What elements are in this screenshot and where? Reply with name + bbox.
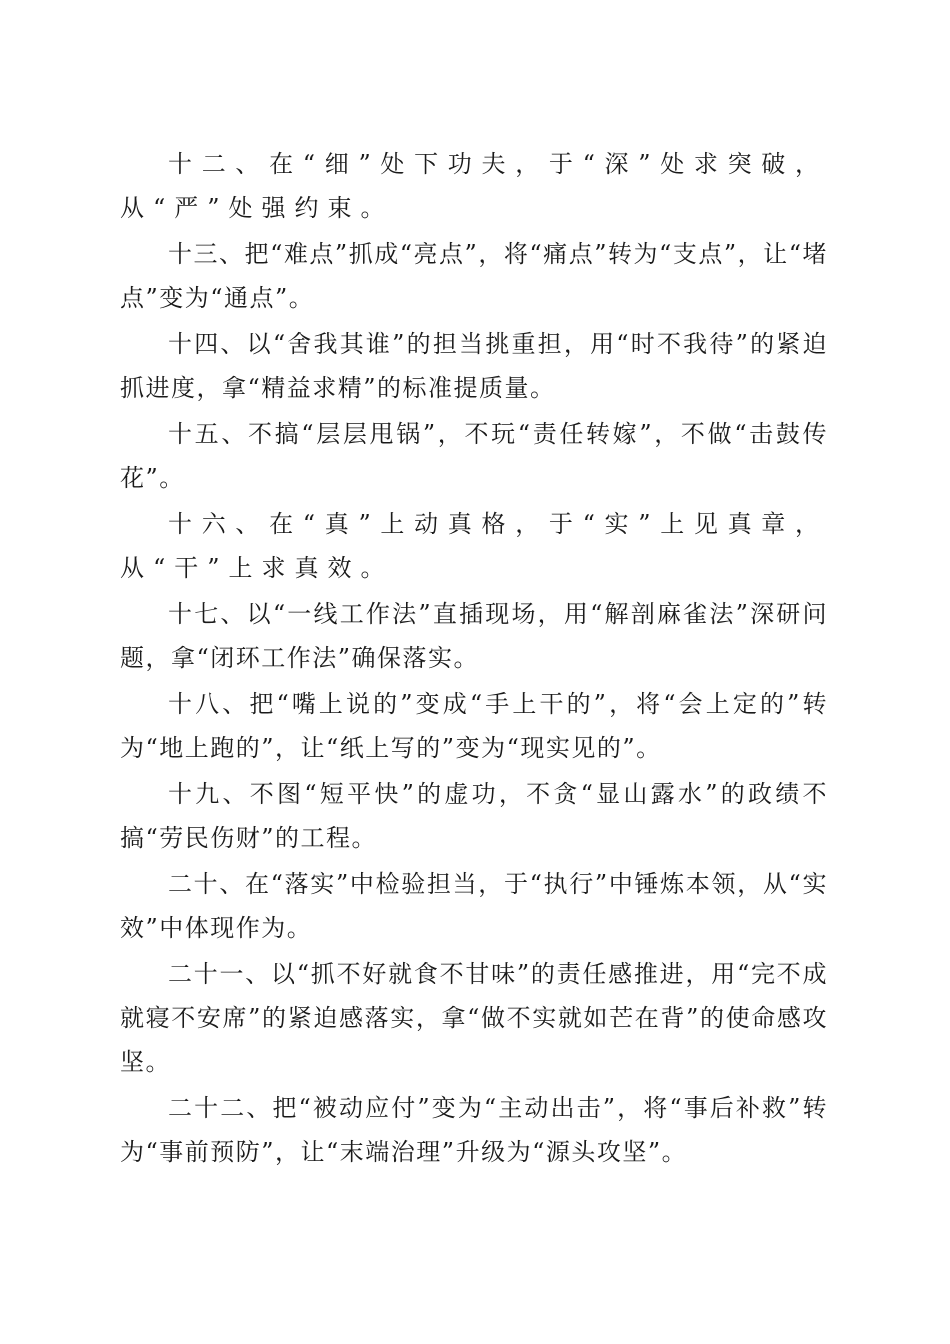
paragraph-20: 二十、在“落实”中检验担当，于“执行”中锤炼本领，从“实效”中体现作为。 [120, 870, 828, 942]
paragraph-21: 二十一、以“抓不好就食不甘味”的责任感推进，用“完不成就寝不安席”的紧迫感落实，拿“做不实就如芒在背”的使命感攻坚。 [120, 960, 828, 1076]
paragraph-16: 十六、在“真”上动真格，于“实”上见真章，从“干”上求真效。 [120, 510, 828, 582]
paragraph-15: 十五、不搞“层层甩锅”，不玩“责任转嫁”，不做“击鼓传花”。 [120, 420, 828, 492]
paragraph-13: 十三、把“难点”抓成“亮点”，将“痛点”转为“支点”，让“堵点”变为“通点”。 [120, 240, 828, 312]
paragraph-17: 十七、以“一线工作法”直插现场，用“解剖麻雀法”深研问题，拿“闭环工作法”确保落实。 [120, 600, 828, 672]
document-body [120, 142, 828, 1176]
paragraph-19: 十九、不图“短平快”的虚功，不贪“显山露水”的政绩不搞“劳民伤财”的工程。 [120, 780, 828, 852]
paragraph-18: 十八、把“嘴上说的”变成“手上干的”，将“会上定的”转为“地上跑的”，让“纸上写的”变为“现实见的”。 [120, 690, 828, 762]
paragraph-12: 十二、在“细”处下功夫，于“深”处求突破，从“严”处强约束。 [120, 150, 828, 222]
paragraph-14: 十四、以“舍我其谁”的担当挑重担，用“时不我待”的紧迫抓进度，拿“精益求精”的标准提质量。 [120, 330, 828, 402]
paragraph-22: 二十二、把“被动应付”变为“主动出击”，将“事后补救”转为“事前预防”，让“末端治理”升级为“源头攻坚”。 [120, 1094, 828, 1166]
